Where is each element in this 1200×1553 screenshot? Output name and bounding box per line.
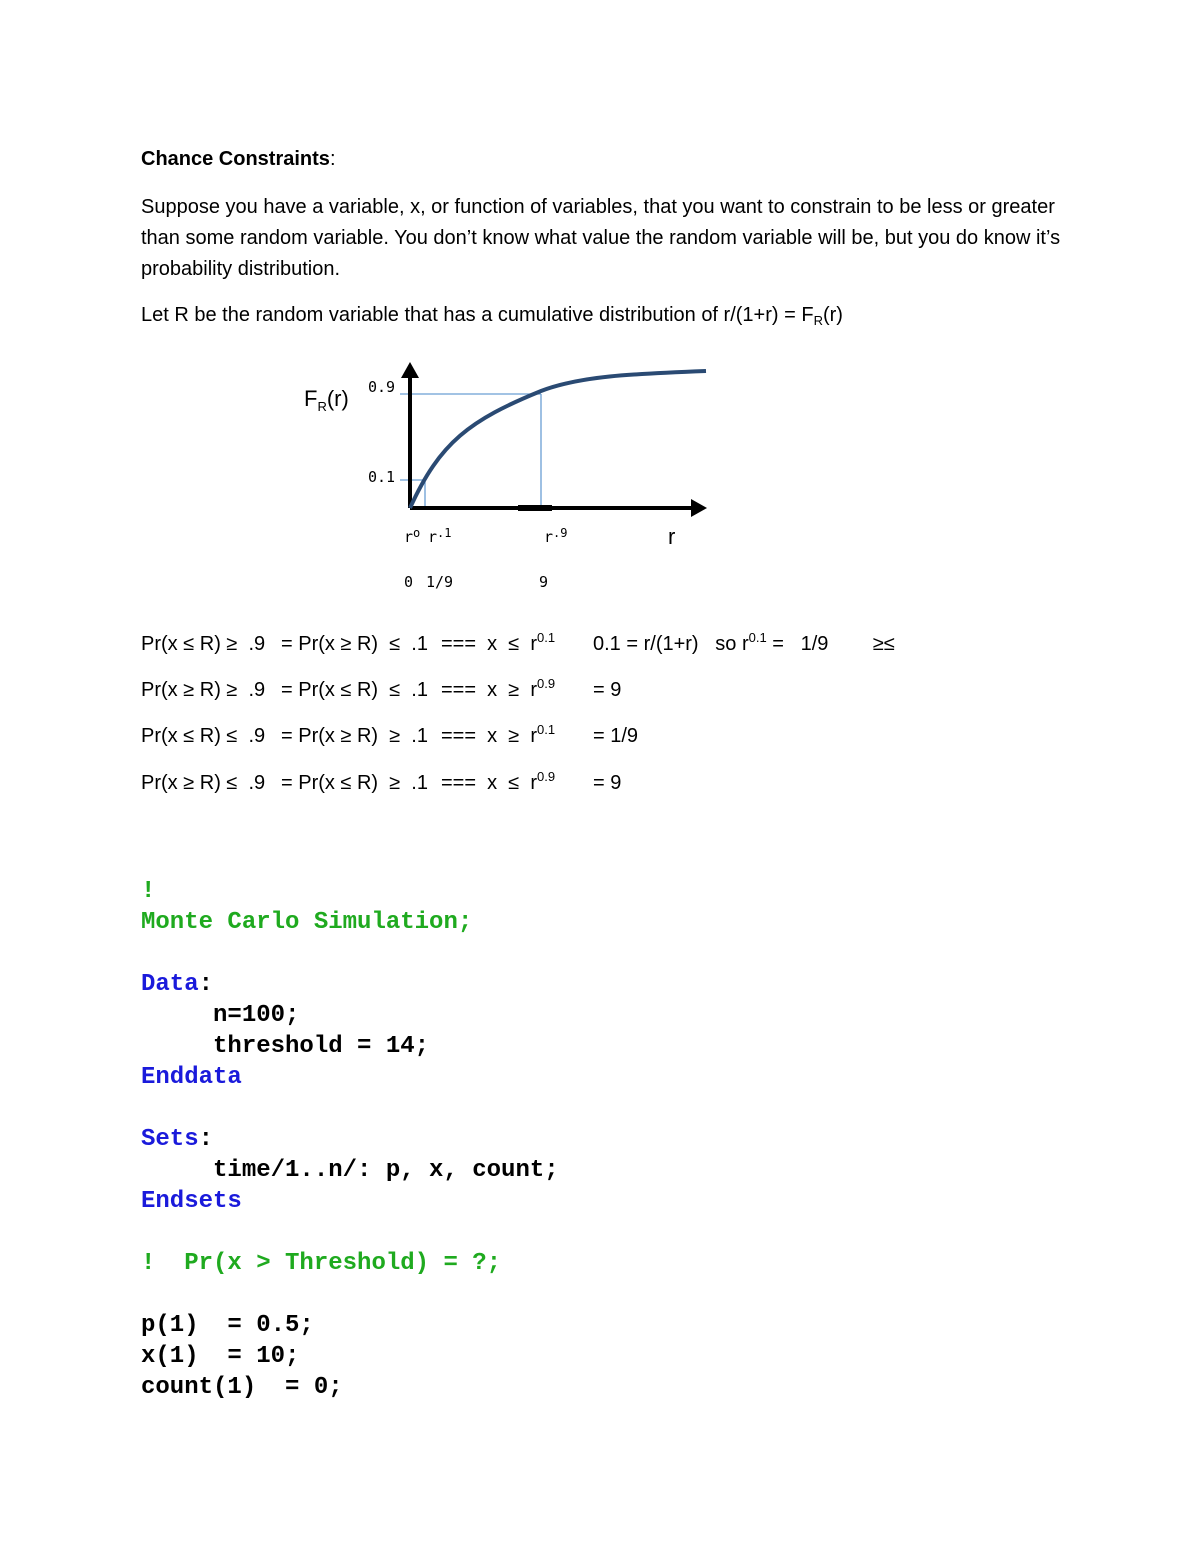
intro-paragraph: Suppose you have a variable, x, or function of variables, that you want to constrain to be less or greater than some random variable. You don’t know what value the random variable will be, but you do know it’s probability distribution.: [141, 196, 1061, 280]
x-tick-r1: $r^{.1}$: [428, 526, 452, 546]
equation-mid: = Pr(x ≥ R) ≥ .1: [281, 725, 428, 747]
code-comment-probability: ! Pr(x > Threshold) = ?;: [141, 1250, 502, 1277]
x-axis-label: r: [668, 524, 676, 549]
equation-implication: === $x \le r^{0.1}$: [441, 630, 556, 655]
code-keyword-enddata: Enddata: [141, 1064, 242, 1091]
cdf-definition-text: Let R be the random variable that has a cumulative distribution of r/(1+r) = F: [141, 304, 814, 326]
x-value-0: 0: [404, 573, 414, 591]
equation-lhs: Pr(x ≤ R) ≤ .9: [141, 725, 266, 747]
x-tick-r9: $r^{.9}$: [544, 526, 568, 546]
equation-implication: === $x \le r^{0.9}$: [441, 769, 556, 794]
equation-implication: === $x \ge r^{0.9}$: [441, 676, 556, 701]
section-heading: [141, 144, 1071, 175]
equation-rhs: = 1/9: [593, 725, 639, 747]
x-value-1-9: 1/9: [426, 573, 454, 591]
y-tick-low: 0.1: [368, 468, 396, 486]
code-comment-title: Monte Carlo Simulation;: [141, 909, 473, 936]
equation-lhs: Pr(x ≥ R) ≥ .9: [141, 679, 266, 701]
x-axis-arrowhead: [691, 499, 707, 517]
code-line-count-init: count(1) = 0;: [141, 1374, 343, 1401]
heading-text: Chance Constraints: [141, 148, 330, 170]
equation-row: [141, 630, 895, 658]
x-value-9: 9: [539, 573, 549, 591]
heading-colon: :: [329, 148, 336, 170]
cdf-curve: [410, 371, 706, 508]
y-axis-arrowhead: [401, 362, 419, 378]
equation-lhs: Pr(x ≤ R) ≥ .9: [141, 633, 266, 655]
code-line-sets: time/1..n/: p, x, count;: [141, 1157, 559, 1184]
equation-row: [141, 769, 621, 797]
code-line-p-init: p(1) = 0.5;: [141, 1312, 314, 1339]
equation-mid: = Pr(x ≤ R) ≤ .1: [281, 679, 428, 701]
code-line-n: n=100;: [141, 1002, 300, 1029]
code-line-threshold: threshold = 14;: [141, 1033, 430, 1060]
y-axis-label: $F_R(r)$: [304, 386, 349, 414]
code-keyword-endsets: Endsets: [141, 1188, 242, 1215]
cdf-subscript: R: [813, 313, 823, 328]
code-colon: :: [198, 1126, 214, 1153]
equation-row: [141, 722, 638, 750]
code-comment-bang: !: [141, 878, 156, 905]
equation-mid: = Pr(x ≥ R) ≤ .1: [281, 633, 428, 655]
cdf-graph: [290, 350, 730, 600]
code-listing: [141, 876, 559, 1403]
equation-lhs: Pr(x ≥ R) ≤ .9: [141, 772, 266, 794]
cdf-definition-tail: (r): [822, 304, 843, 326]
equation-rhs: 0.1 = r/(1+r) so $r^{0.1} = 1/9$ ≥≤: [593, 630, 895, 655]
code-line-x-init: x(1) = 10;: [141, 1343, 300, 1370]
equation-row: [141, 676, 621, 704]
equation-rhs: = 9: [593, 772, 622, 794]
equation-implication: === $x \ge r^{0.1}$: [441, 722, 556, 747]
code-colon: :: [198, 971, 214, 998]
y-tick-high: 0.9: [368, 378, 396, 396]
x-tick-r0: $r^o$: [404, 526, 421, 546]
code-keyword-sets: Sets: [141, 1126, 199, 1153]
equation-mid: = Pr(x ≤ R) ≥ .1: [281, 772, 428, 794]
equation-rhs: = 9: [593, 679, 622, 701]
code-keyword-data: Data: [141, 971, 199, 998]
cdf-definition: [141, 300, 1071, 331]
